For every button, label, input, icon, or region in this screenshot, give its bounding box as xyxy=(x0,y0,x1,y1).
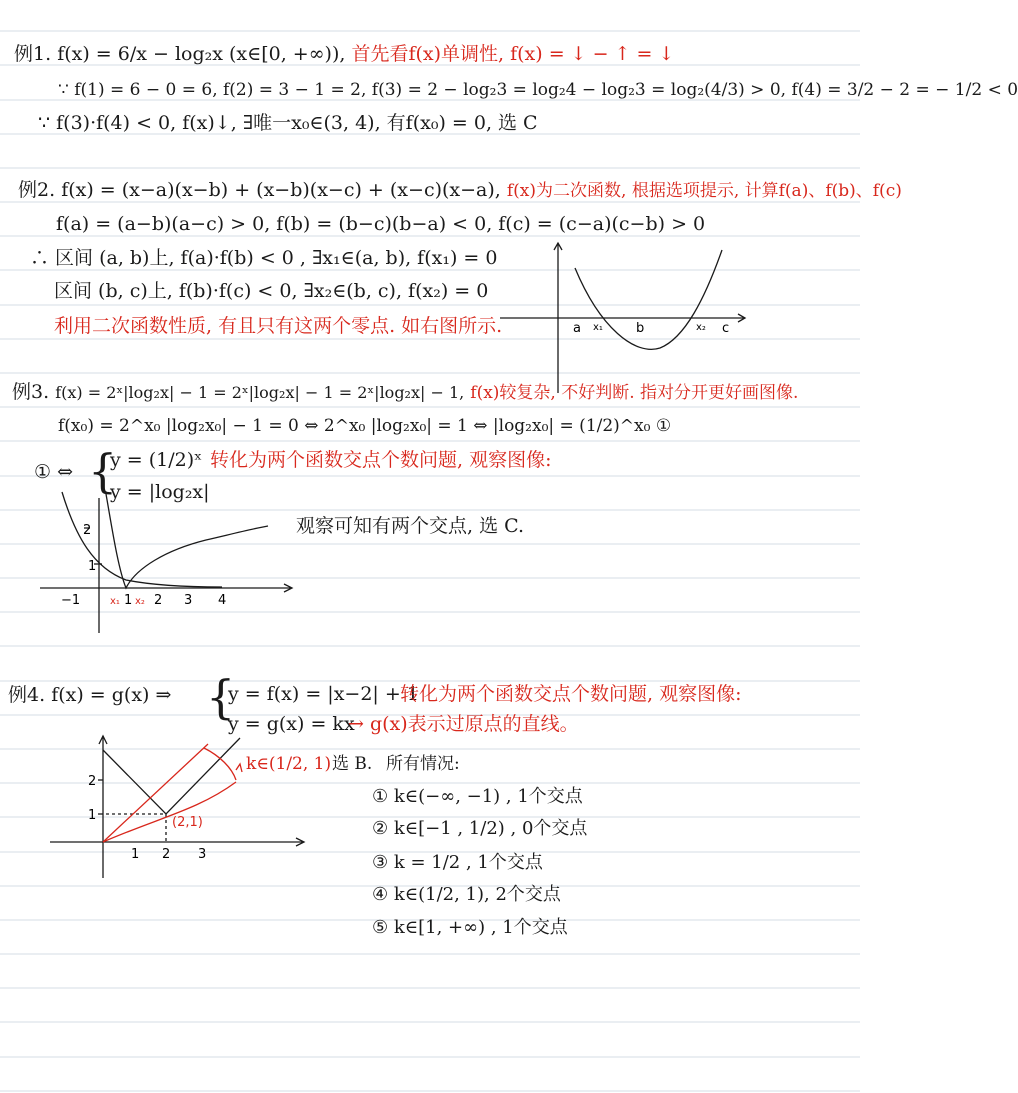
ex4-tick-x3: 3 xyxy=(198,847,207,862)
ex4-tick-y2: 2 xyxy=(88,774,97,789)
ex2-formula: f(x) = (x−a)(x−b) + (x−b)(x−c) + (x−c)(x−a), xyxy=(61,179,501,201)
ex2-label-x2: x₂ xyxy=(696,322,706,333)
ex4-point-label: (2,1) xyxy=(172,815,203,830)
ex3-conclusion: 观察可知有两个交点, 选 C. xyxy=(296,515,525,537)
ex4-abs-curve xyxy=(103,738,240,814)
ex2-line2: f(a) = (a−b)(a−c) > 0, f(b) = (b−c)(b−a) < 0, f(c) = (c−a)(c−b) > 0 xyxy=(56,213,706,235)
ex4-k-arc xyxy=(204,748,236,780)
ex1-formula: f(x) = 6/x − log₂x (x∈[0, +∞)), xyxy=(57,43,346,65)
ex2-parabola-graph xyxy=(490,238,760,398)
ex4-title: 例4. xyxy=(8,684,46,706)
ex3-case2: y = |log₂x| xyxy=(110,481,210,503)
ex1-title: 例1. xyxy=(14,43,52,65)
ex3-exp-log-graph xyxy=(36,488,296,638)
ex1-line3: ∵ f(3)·f(4) < 0, f(x)↓, ∃唯一x₀∈(3, 4), 有f(x₀) = 0, 选 C xyxy=(38,112,538,134)
ex4-note2: → g(x)表示过原点的直线。 xyxy=(348,713,579,735)
ex4-tick-x2: 2 xyxy=(162,847,171,862)
ex3-exp-curve xyxy=(62,492,222,587)
ex2-label-c: c xyxy=(722,321,730,336)
ex4-brace: { xyxy=(206,670,236,724)
ex4-formula: f(x) = g(x) ⇒ xyxy=(51,684,172,706)
ex4-all-cases: 所有情况: xyxy=(386,754,460,774)
ex2-line3: ∴ 区间 (a, b)上, f(a)·f(b) < 0 , ∃x₁∈(a, b), f(x₁) = 0 xyxy=(30,247,498,269)
ex3-tick-x2: x₂ xyxy=(135,596,145,607)
ex4-case-item: ⑤ k∈[1, +∞) , 1个交点 xyxy=(372,917,568,938)
ex3-title: 例3. xyxy=(12,381,50,403)
ex2-label-a: a xyxy=(573,321,581,336)
ex4-case-item: ② k∈[−1 , 1/2) , 0个交点 xyxy=(372,818,588,839)
ex1-note: 首先看f(x)单调性, f(x) = ↓ − ↑ = ↓ xyxy=(351,43,675,65)
ex3-tick-two: 2 xyxy=(154,593,163,608)
ex2-line5: 利用二次函数性质, 有且只有这两个零点. 如右图所示. xyxy=(54,315,503,337)
ex4-choice: 选 B. xyxy=(332,754,373,774)
ex2-parabola-curve xyxy=(575,250,722,349)
ex4-case1: y = f(x) = |x−2| + 1 xyxy=(228,683,419,705)
ex4-abs-line-graph xyxy=(48,730,310,880)
ex2-line4: 区间 (b, c)上, f(b)·f(c) < 0, ∃x₂∈(b, c), f(x₂) = 0 xyxy=(54,280,489,302)
ex3-tick-one: 1 xyxy=(124,593,133,608)
ex2-title: 例2. xyxy=(18,179,56,201)
ex3-tick-four: 4 xyxy=(218,593,227,608)
ex2-note: f(x)为二次函数, 根据选项提示, 计算f(a)、f(b)、f(c) xyxy=(506,181,902,201)
ex3-line2: f(x₀) = 2^x₀ |log₂x₀| − 1 = 0 ⇔ 2^x₀ |log₂x₀| = 1 ⇔ |log₂x₀| = (1/2)^x₀ ① xyxy=(58,416,672,436)
ex4-line-k-lower xyxy=(103,782,236,842)
ex4-case-item: ④ k∈(1/2, 1), 2个交点 xyxy=(372,884,561,905)
ex3-tick-three: 3 xyxy=(184,593,193,608)
ex3-tick-x1: x₁ xyxy=(110,596,120,607)
ex2-label-b: b xyxy=(636,321,645,336)
ex4-tick-y1: 1 xyxy=(88,808,97,823)
ex3-tick-y2: 2 xyxy=(83,523,92,538)
ex3-log-curve xyxy=(106,494,268,588)
ex4-k-label: k∈(1/2, 1) xyxy=(246,754,332,774)
ex4-k-arrow xyxy=(236,764,242,772)
ex1-line1 xyxy=(14,42,674,66)
ex1-line2: ∵ f(1) = 6 − 0 = 6, f(2) = 3 − 1 = 2, f(3) = 2 − log₂3 = log₂4 − log₂3 = log₂(4/3) > 0, f(4) = 3/2 − 2 = − 1/2 < 0 xyxy=(58,80,1018,100)
ex4-line1 xyxy=(8,683,171,707)
ex3-tick-y1: 1 xyxy=(88,559,97,574)
ex4-case-item: ③ k = 1/2 , 1个交点 xyxy=(372,852,543,873)
ex4-tick-x1: 1 xyxy=(131,847,140,862)
ex3-note2: 转化为两个函数交点个数问题, 观察图像: xyxy=(210,449,552,471)
ex4-note1: 转化为两个函数交点个数问题, 观察图像: xyxy=(400,683,742,705)
ex3-case1: y = (1/2)ˣ xyxy=(110,449,203,471)
ex4-case-item: ① k∈(−∞, −1) , 1个交点 xyxy=(372,786,583,807)
ex3-line1 xyxy=(12,380,798,405)
ex3-brace: { xyxy=(88,444,118,498)
ex3-note: f(x)较复杂, 不好判断. 指对分开更好画图像. xyxy=(470,383,799,403)
ex3-formula: f(x) = 2ˣ|log₂x| − 1 = 2ˣ|log₂x| − 1 = 2ˣ|log₂x| − 1, xyxy=(55,383,465,402)
ex2-line1 xyxy=(18,178,902,203)
ex3-case-lead: ① ⇔ xyxy=(34,461,73,483)
ex2-label-x1: x₁ xyxy=(593,322,603,333)
ex3-tick-xm1: −1 xyxy=(61,593,81,608)
ex4-case2: y = g(x) = kx xyxy=(228,713,355,735)
